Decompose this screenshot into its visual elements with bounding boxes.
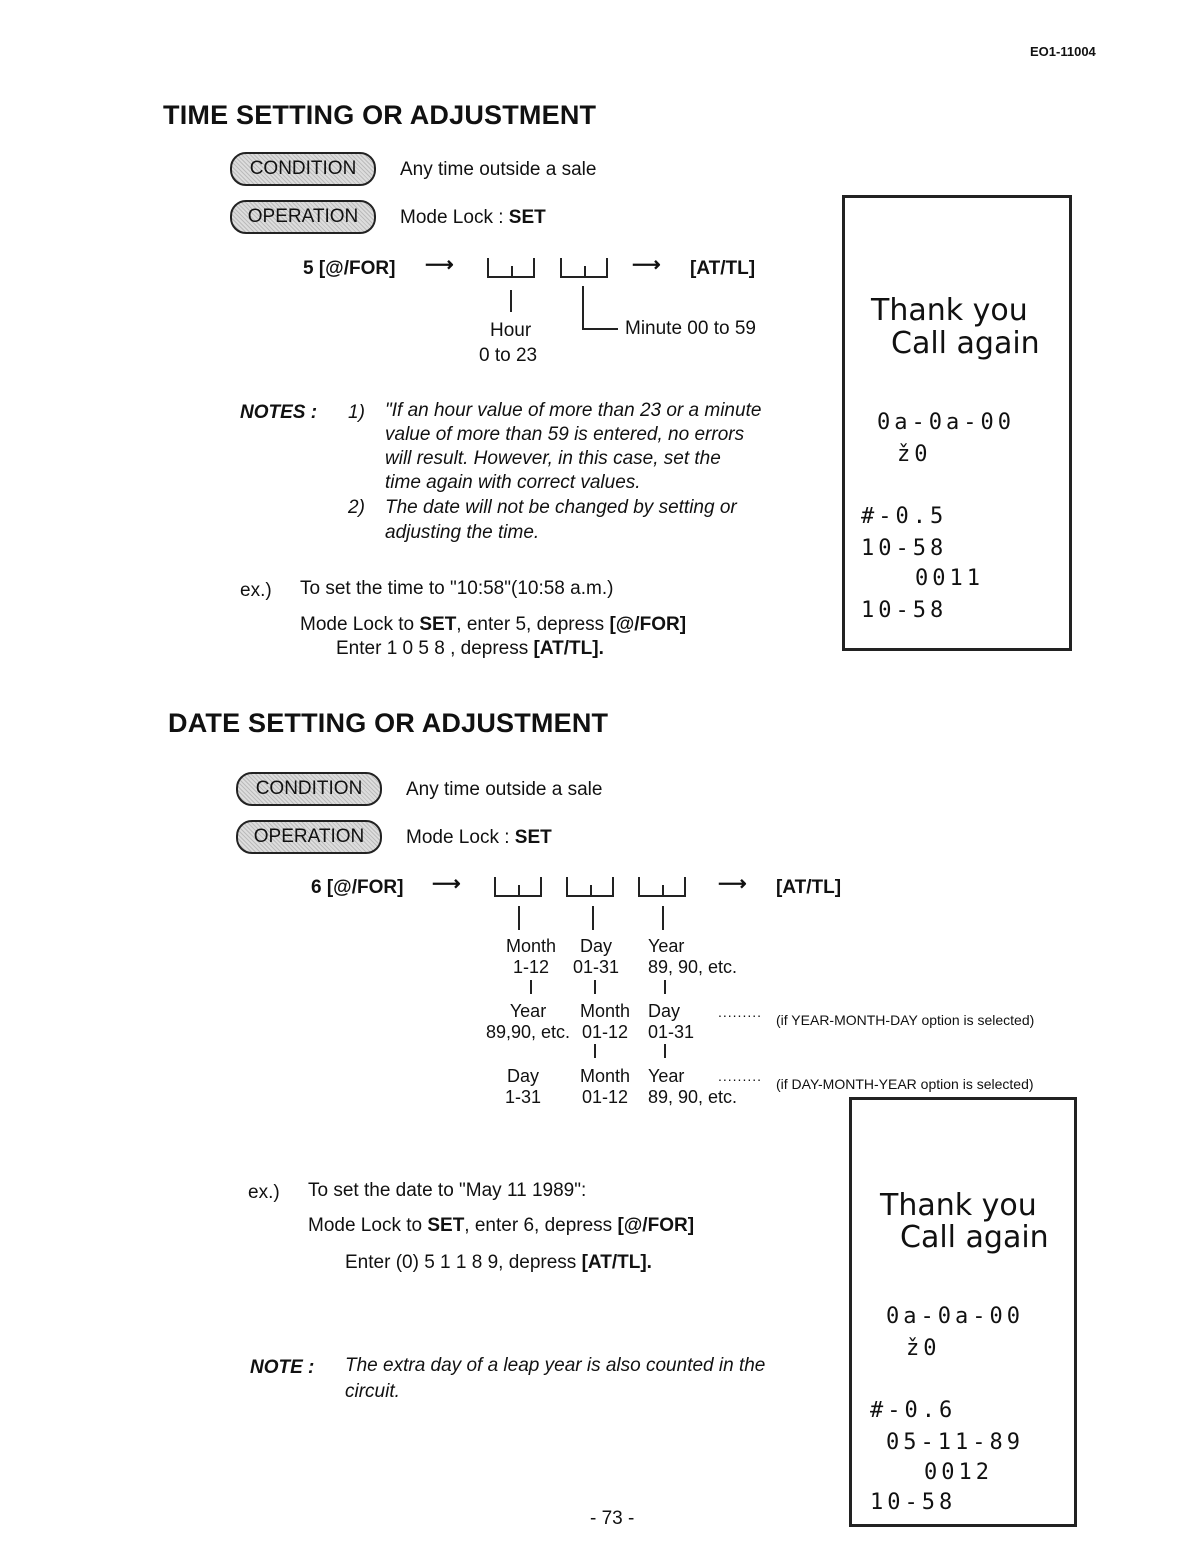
field-range: 89,90, etc. [485, 1022, 571, 1042]
arrow-right-icon: ⟶ [425, 254, 454, 276]
field-name: Year [648, 936, 685, 956]
text-bold: [@/FOR] [609, 614, 687, 635]
hour-entry-box [487, 258, 535, 278]
receipt-line: 10-58 [861, 536, 948, 561]
condition-badge: CONDITION [230, 152, 376, 186]
field-name: Day [579, 936, 612, 956]
receipt-time [842, 195, 1072, 651]
receipt-line: 05-11-89 [886, 1430, 1024, 1455]
date-field-label [648, 936, 758, 978]
leader-dots: ......... [718, 1068, 763, 1084]
field-range: 1-31 [504, 1087, 542, 1107]
receipt-date [849, 1097, 1077, 1527]
minute-connector [582, 286, 584, 328]
operation-text [406, 827, 552, 849]
field-name: Day [506, 1066, 539, 1086]
operation-badge: OPERATION [236, 820, 382, 854]
date-entry-box-1 [494, 877, 542, 897]
receipt-line: ž0 [897, 442, 932, 467]
operation-prefix: Mode Lock : [406, 827, 515, 848]
text-bold: [AT/TL]. [581, 1252, 652, 1273]
date-seq-start: 6 [@/FOR] [311, 877, 404, 898]
operation-prefix: Mode Lock : [400, 207, 509, 228]
receipt-line: 10-58 [861, 598, 948, 623]
text: Mode Lock to [308, 1215, 428, 1236]
minute-label: Minute 00 to 59 [625, 318, 756, 339]
connector [594, 980, 596, 994]
time-section-title: TIME SETTING OR ADJUSTMENT [163, 100, 597, 130]
date-field-label [568, 936, 624, 978]
field-name: Day [648, 1001, 681, 1021]
field-name: Year [509, 1001, 547, 1021]
date-field-label [500, 1066, 546, 1108]
note1-line: time again with correct values. [385, 472, 641, 493]
receipt-line: 0a-0a-00 [877, 410, 1015, 435]
field-range: 1-12 [512, 957, 550, 977]
receipt-line: #-0.5 [861, 504, 948, 529]
operation-badge: OPERATION [230, 200, 376, 234]
field-range: 89, 90, etc. [648, 957, 738, 977]
doc-code: EO1-11004 [1030, 44, 1096, 59]
receipt-thank-line: Call again [900, 1220, 1049, 1255]
date-note-label: NOTE : [250, 1357, 315, 1378]
time-example-line3 [336, 638, 604, 660]
operation-mode: SET [514, 827, 552, 848]
time-example-line1: To set the time to "10:58"(10:58 a.m.) [300, 578, 614, 599]
receipt-thank-line: Thank you [880, 1188, 1037, 1223]
note1-line: value of more than 59 is entered, no errors [385, 424, 745, 445]
date-section-title: DATE SETTING OR ADJUSTMENT [168, 708, 609, 738]
field-range: 01-31 [572, 957, 620, 977]
connector [592, 906, 594, 930]
arrow-right-icon: ⟶ [718, 873, 747, 895]
date-field-label [500, 936, 562, 978]
operation-text [400, 207, 546, 229]
date-note-line: circuit. [345, 1381, 400, 1402]
text: , enter 5, depress [456, 614, 610, 635]
date-entry-box-3 [638, 877, 686, 897]
text: Enter (0) 5 1 1 8 9, depress [345, 1252, 582, 1273]
date-example-line3 [345, 1252, 652, 1274]
leader-dots: ......... [718, 1004, 763, 1020]
connector [594, 1044, 596, 1058]
connector [664, 1044, 666, 1058]
note1-number: 1) [348, 402, 365, 423]
text: Mode Lock to [300, 614, 420, 635]
condition-text: Any time outside a sale [406, 779, 603, 800]
date-seq-end: [AT/TL] [776, 877, 842, 898]
note2-number: 2) [348, 497, 365, 518]
note1-line: will result. However, in this case, set the [385, 448, 721, 469]
time-example-line2 [300, 614, 686, 636]
dmy-option-note: (if DAY-MONTH-YEAR option is selected) [776, 1076, 1034, 1092]
field-name: Year [648, 1066, 685, 1086]
text-bold: [AT/TL]. [533, 638, 604, 659]
minute-connector-h [582, 328, 618, 330]
receipt-line: 0012 [924, 1460, 993, 1485]
connector [664, 980, 666, 994]
date-example-line1: To set the date to "May 11 1989": [308, 1180, 587, 1201]
date-note-line: The extra day of a leap year is also counted in the [345, 1355, 766, 1376]
condition-badge: CONDITION [236, 772, 382, 806]
hour-label: Hour [490, 320, 532, 341]
date-example-label: ex.) [248, 1182, 280, 1203]
text-bold: [@/FOR] [617, 1215, 695, 1236]
receipt-thank-line: Thank you [871, 293, 1028, 328]
time-seq-start: 5 [@/FOR] [303, 258, 396, 279]
field-name: Month [579, 1001, 631, 1021]
date-entry-box-2 [566, 877, 614, 897]
time-example-label: ex.) [240, 580, 272, 601]
date-field-label [575, 1001, 635, 1043]
date-field-label [648, 1001, 708, 1043]
date-field-label [575, 1066, 635, 1108]
note2-line: adjusting the time. [385, 522, 540, 543]
field-range: 01-12 [581, 1022, 629, 1042]
arrow-right-icon: ⟶ [432, 873, 461, 895]
text-bold: SET [419, 614, 457, 635]
receipt-line: ž0 [906, 1336, 941, 1361]
condition-text: Any time outside a sale [400, 159, 597, 180]
receipt-thank-line: Call again [891, 326, 1040, 361]
ymd-option-note: (if YEAR-MONTH-DAY option is selected) [776, 1012, 1035, 1028]
notes-label: NOTES : [240, 402, 318, 423]
hour-connector [510, 290, 512, 312]
field-range: 01-31 [648, 1022, 695, 1042]
text-bold: SET [427, 1215, 465, 1236]
operation-mode: SET [508, 207, 546, 228]
text: Enter 1 0 5 8 , depress [336, 638, 534, 659]
time-seq-end: [AT/TL] [690, 258, 756, 279]
text: , enter 6, depress [464, 1215, 618, 1236]
date-example-line2 [308, 1215, 694, 1237]
field-range: 01-12 [581, 1087, 629, 1107]
field-range: 89, 90, etc. [648, 1087, 738, 1107]
connector [662, 906, 664, 930]
field-name: Month [579, 1066, 631, 1086]
receipt-line: 10-58 [870, 1490, 957, 1515]
note1-line: "If an hour value of more than 23 or a minute [385, 400, 762, 421]
receipt-line: #-0.6 [870, 1398, 957, 1423]
arrow-right-icon: ⟶ [632, 254, 661, 276]
minute-entry-box [560, 258, 608, 278]
note2-line: The date will not be changed by setting or [385, 497, 737, 518]
connector [518, 906, 520, 930]
connector [530, 980, 532, 994]
receipt-line: 0011 [915, 566, 984, 591]
receipt-line: 0a-0a-00 [886, 1304, 1024, 1329]
field-name: Month [505, 936, 557, 956]
hour-range: 0 to 23 [479, 345, 538, 366]
page-number: - 73 - [590, 1508, 635, 1529]
date-field-label [478, 1001, 578, 1043]
